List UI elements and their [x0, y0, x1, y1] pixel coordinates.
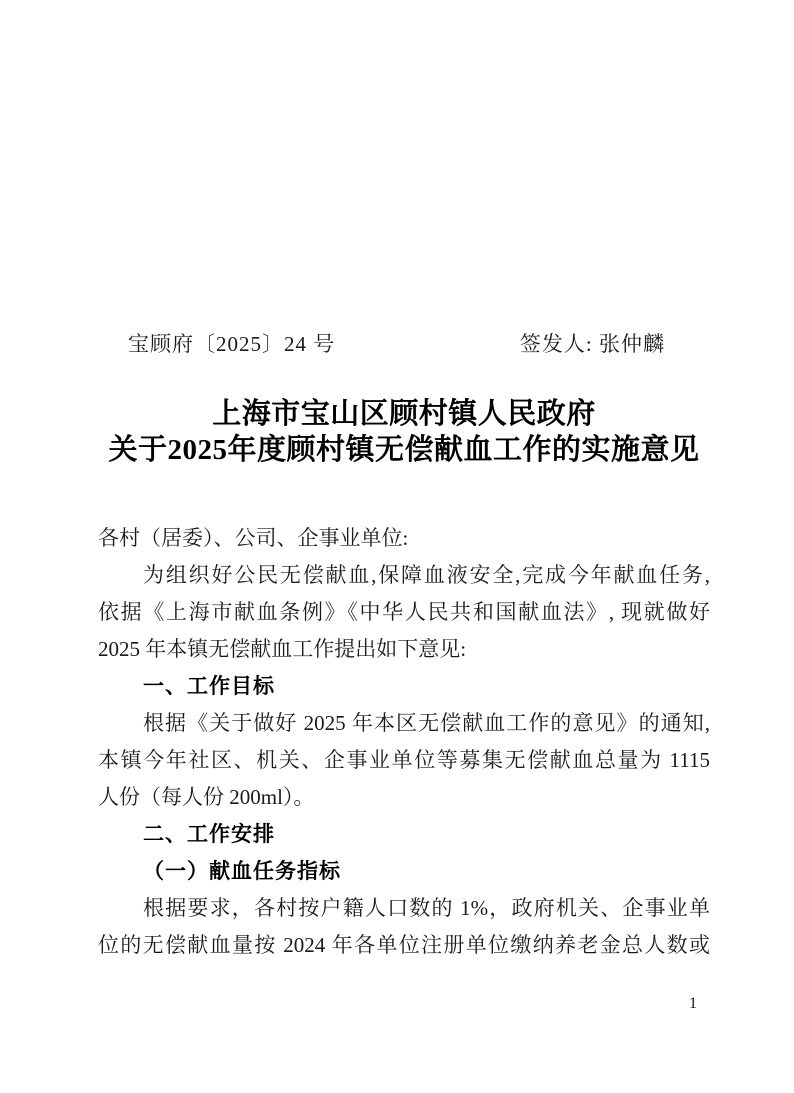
doc-title-line-2: 关于2025年度顾村镇无偿献血工作的实施意见: [108, 434, 700, 466]
paragraph-line: 位的无偿献血量按 2024 年各单位注册单位缴纳养老金总人数或: [98, 933, 710, 957]
document-content: [98, 330, 710, 964]
issuer-name: 张仲麟: [599, 332, 665, 356]
doc-title-line-1: 上海市宝山区顾村镇人民政府: [212, 398, 596, 430]
paragraph-line: 本镇今年社区、机关、企事业单位等募集无偿献血总量为 1115: [98, 748, 710, 772]
doc-title: [98, 396, 710, 468]
paragraph-line: 根据《关于做好 2025 年本区无偿献血工作的意见》的通知,: [143, 711, 710, 735]
subsection-heading: （一）献血任务指标: [143, 859, 341, 883]
section-heading-2: 二、工作安排: [143, 823, 275, 846]
issuer: [520, 330, 665, 358]
salutation-line: 各村（居委）、公司、企事业单位:: [98, 526, 409, 550]
doc-body: [98, 520, 710, 964]
section-heading-1: 一、工作目标: [143, 675, 275, 698]
paragraph-line: 2025 年本镇无偿献血工作提出如下意见:: [98, 637, 467, 661]
doc-header: [98, 330, 710, 358]
paragraph-line: 依据《上海市献血条例》《中华人民共和国献血法》, 现就做好: [98, 600, 710, 624]
issuer-label: 签发人:: [519, 332, 593, 356]
doc-number: 宝顾府〔2025〕24 号: [128, 332, 336, 356]
paragraph-line: 为组织好公民无偿献血,保障血液安全,完成今年献血任务,: [143, 563, 710, 587]
paragraph-line: 人份（每人份 200ml）。: [98, 785, 315, 809]
page-number: 1: [689, 995, 697, 1012]
paragraph-line: 根据要求，各村按户籍人口数的 1%，政府机关、企事业单: [143, 896, 710, 920]
